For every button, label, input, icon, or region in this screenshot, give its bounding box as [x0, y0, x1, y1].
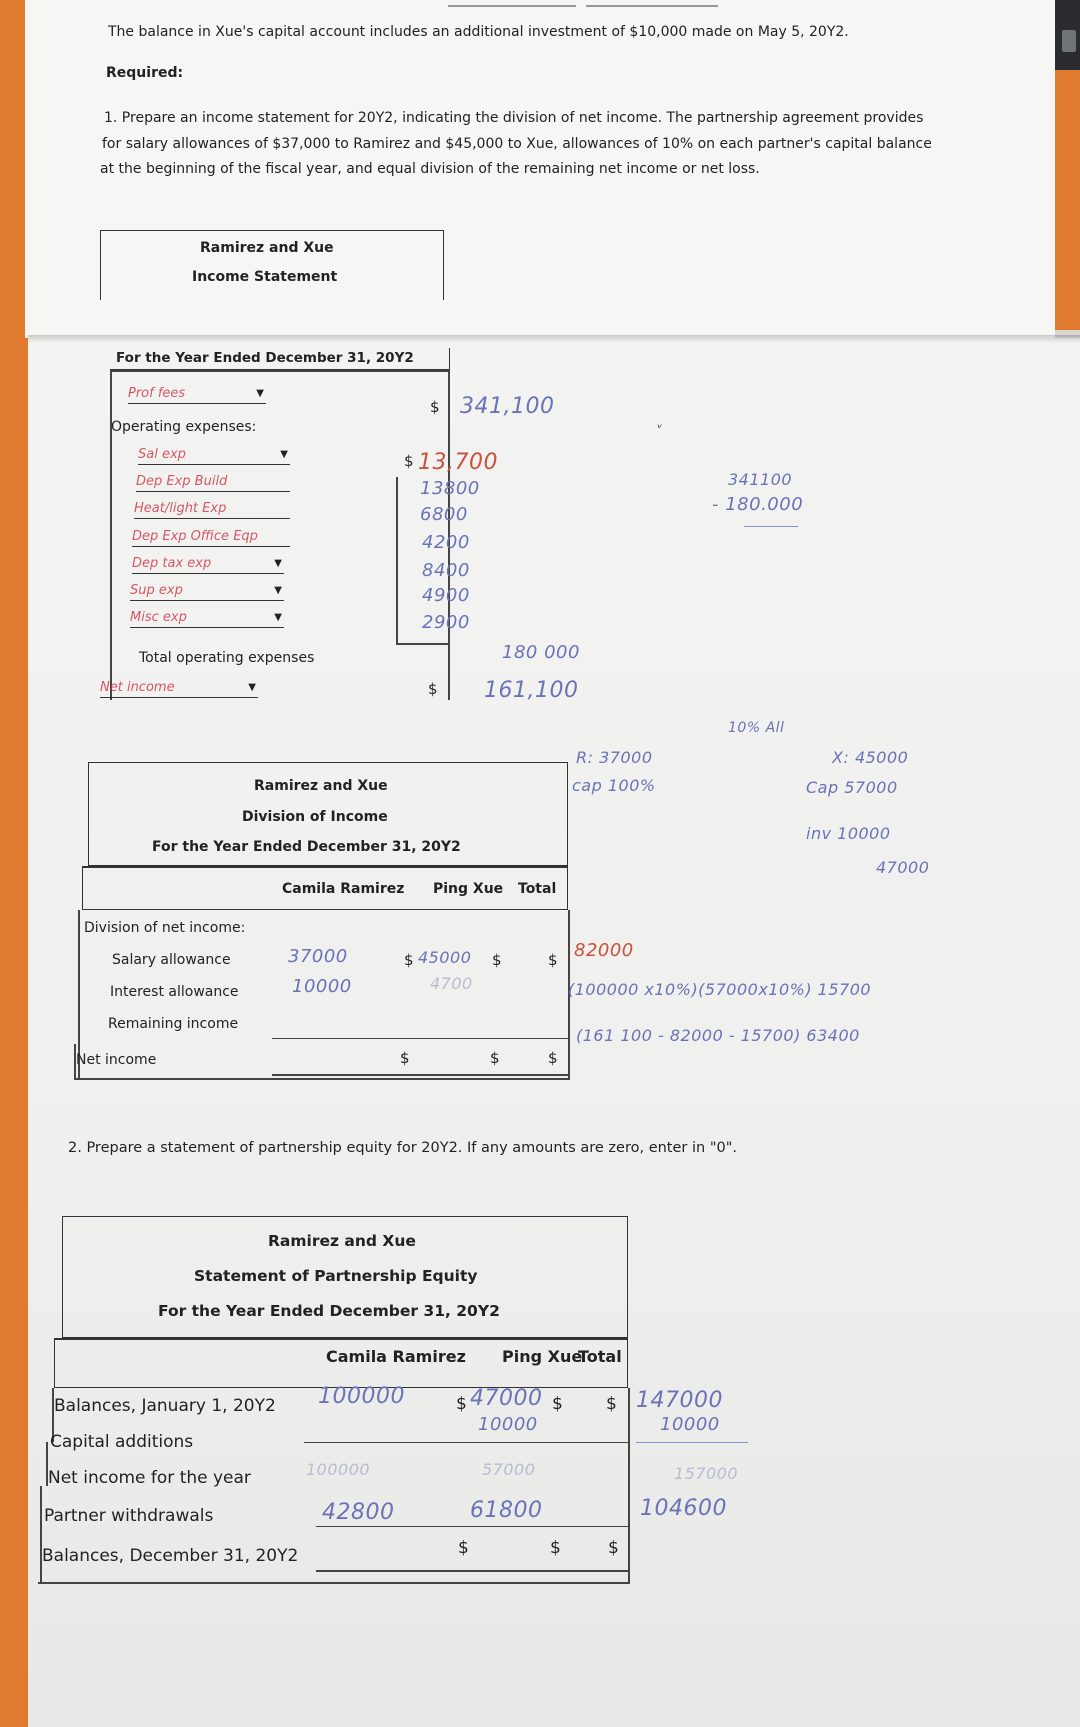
hand-x-capital: Cap 57000 — [806, 778, 898, 797]
requirement-1-line-2: for salary allowances of $37,000 to Ramirez and $45,000 to Xue, allowances of 10% on each partner's capital balance — [102, 136, 932, 152]
expense-select-1-value: Sal exp — [138, 447, 186, 462]
chevron-down-icon: ▼ — [280, 449, 288, 460]
hand-calc-expenses: - 180.000 — [712, 494, 804, 515]
required-heading: Required: — [106, 65, 184, 81]
division-subtotal-rule — [272, 1038, 568, 1039]
hand-x-salary: X: 45000 — [832, 748, 909, 767]
division-row-interest: Interest allowance — [110, 984, 239, 1000]
hand-division-interest-calc: (100000 x10%)(57000x10%) 15700 — [568, 980, 872, 999]
equity-col-ramirez: Camila Ramirez — [326, 1347, 466, 1366]
division-total-rule — [272, 1074, 568, 1076]
chevron-down-icon: ▼ — [274, 612, 282, 623]
expense-select-7[interactable] — [130, 608, 284, 628]
equity-total-rule — [316, 1570, 628, 1572]
equity-dollar-6: $ — [608, 1538, 619, 1558]
division-row-remaining: Remaining income — [108, 1016, 239, 1032]
hand-expense-6: 4900 — [422, 585, 470, 606]
expense-select-2[interactable] — [136, 472, 290, 492]
net-income-select-value: Net income — [100, 680, 175, 695]
hand-division-remaining-calc: (161 100 - 82000 - 15700) 63400 — [576, 1026, 860, 1045]
equity-dollar-1: $ — [456, 1394, 467, 1414]
requirement-1-line-3: at the beginning of the fiscal year, and equal division of the remaining net income or net loss. — [100, 161, 760, 177]
revenue-dollar: $ — [430, 398, 440, 416]
equity-col-xue: Ping Xue — [502, 1347, 583, 1366]
division-dollar-4: $ — [400, 1049, 410, 1067]
operating-expenses-label: Operating expenses: — [111, 419, 257, 435]
hand-r-salary: R: 37000 — [576, 748, 653, 767]
expense-select-2-value: Dep Exp Build — [136, 474, 228, 489]
expenses-dollar: $ — [404, 452, 414, 470]
expense-select-6-value: Sup exp — [130, 583, 183, 598]
paper-fold-shadow — [28, 335, 1080, 343]
chevron-down-icon: ▼ — [256, 388, 264, 399]
hand-expense-7: 2900 — [422, 612, 470, 633]
income-statement-title: Income Statement — [192, 269, 338, 285]
hand-equity-total-withdrawals: 104600 — [640, 1496, 727, 1521]
top-rule-1 — [448, 5, 576, 7]
hand-equity-x-jan: 47000 — [470, 1386, 543, 1411]
hand-expense-3: 6800 — [420, 504, 468, 525]
hand-equity-x-withdrawals: 61800 — [470, 1498, 543, 1523]
expense-select-3[interactable] — [134, 499, 290, 519]
division-bottom-border — [74, 1078, 570, 1080]
expense-select-4-value: Dep Exp Office Eqp — [132, 529, 258, 544]
equity-bottom-border — [38, 1582, 630, 1584]
revenue-select-value: Prof fees — [128, 386, 186, 401]
equity-dollar-2: $ — [552, 1394, 563, 1414]
hand-division-total-salary: 82000 — [574, 940, 634, 961]
chevron-down-icon: ▼ — [274, 585, 282, 596]
hand-equity-total-additions: 10000 — [660, 1414, 720, 1435]
hand-division-r-interest: 10000 — [292, 976, 352, 997]
expense-select-4[interactable] — [132, 527, 290, 547]
equity-company: Ramirez and Xue — [268, 1232, 416, 1250]
equity-row-dec-balance: Balances, December 31, 20Y2 — [42, 1546, 299, 1566]
hand-division-r-salary: 37000 — [288, 946, 348, 967]
division-col-total: Total — [518, 881, 557, 897]
requirement-1-line-1: 1. Prepare an income statement for 20Y2, indicating the division of net income. The partnership agreement provides — [104, 110, 924, 126]
hand-division-x-salary: 45000 — [418, 948, 472, 967]
hand-equity-r-withdrawals: 42800 — [322, 1500, 395, 1525]
hand-equity-underline — [636, 1442, 748, 1443]
hand-equity-faint-2: 57000 — [482, 1460, 536, 1479]
division-dollar-3: $ — [548, 951, 558, 969]
intro-line: The balance in Xue's capital account includes an additional investment of $10,000 made on May 5, 20Y2. — [108, 24, 849, 40]
total-operating-label: Total operating expenses — [139, 650, 315, 666]
division-section-label: Division of net income: — [84, 920, 246, 936]
expense-select-7-value: Misc exp — [130, 610, 187, 625]
equity-col-total: Total — [578, 1347, 622, 1366]
division-dollar-2: $ — [492, 951, 502, 969]
equity-period: For the Year Ended December 31, 20Y2 — [158, 1302, 500, 1320]
hand-x-investment: inv 10000 — [806, 824, 891, 843]
hand-net-income: 161,100 — [484, 678, 579, 703]
hand-division-x-interest: 4700 — [430, 974, 473, 993]
division-col-ramirez: Camila Ramirez — [282, 881, 405, 897]
hand-equity-total-jan: 147000 — [636, 1388, 723, 1413]
income-statement-company: Ramirez and Xue — [200, 240, 334, 256]
hand-calc-revenue: 341100 — [728, 470, 793, 489]
hand-equity-r-jan: 100000 — [318, 1384, 405, 1409]
equity-row-capital-additions: Capital additions — [50, 1432, 194, 1452]
hand-calc-underline — [744, 526, 798, 527]
hand-percent-note: 10% All — [728, 720, 785, 736]
net-income-select[interactable] — [100, 678, 258, 698]
equity-title: Statement of Partnership Equity — [194, 1267, 478, 1285]
division-company: Ramirez and Xue — [254, 778, 388, 794]
division-title: Division of Income — [242, 809, 388, 825]
net-income-dollar: $ — [428, 680, 438, 698]
equity-right-border — [628, 1388, 630, 1582]
hand-equity-x-additions: 10000 — [478, 1414, 538, 1435]
expense-total-rule — [396, 643, 448, 645]
expense-select-5[interactable] — [132, 554, 284, 574]
division-row-salary: Salary allowance — [112, 952, 231, 968]
equity-row-net-income: Net income for the year — [48, 1468, 251, 1488]
hand-equity-faint-3: 157000 — [674, 1464, 739, 1483]
expense-select-1[interactable] — [138, 445, 290, 465]
division-dollar-5: $ — [490, 1049, 500, 1067]
equity-row-withdrawals: Partner withdrawals — [44, 1506, 214, 1526]
requirement-2: 2. Prepare a statement of partnership equity for 20Y2. If any amounts are zero, enter in "0". — [68, 1140, 737, 1156]
equity-dollar-5: $ — [550, 1538, 561, 1558]
hand-r-capital: cap 100% — [572, 776, 656, 795]
equity-dollar-3: $ — [606, 1394, 617, 1414]
hand-revenue: 341,100 — [460, 394, 555, 419]
expense-select-3-value: Heat/light Exp — [134, 501, 227, 516]
top-rule-2 — [586, 5, 718, 7]
chevron-down-icon: ▼ — [248, 682, 256, 693]
hand-expense-1: 13,700 — [418, 450, 498, 475]
hand-expense-5: 8400 — [422, 560, 470, 581]
hand-x-total: 47000 — [876, 858, 930, 877]
hand-expense-2: 13800 — [420, 478, 480, 499]
period-underline — [110, 370, 450, 372]
hand-tick-mark: ˅ — [654, 424, 662, 440]
expense-column-rule — [396, 477, 398, 643]
division-col-xue: Ping Xue — [433, 881, 504, 897]
equity-rule-1 — [304, 1442, 628, 1443]
division-dollar-6: $ — [548, 1049, 558, 1067]
device-button — [1062, 30, 1076, 52]
equity-left-border-3 — [40, 1486, 42, 1584]
expense-select-5-value: Dep tax exp — [132, 556, 212, 571]
equity-rule-2 — [316, 1526, 628, 1527]
division-net-income-label: Net income — [76, 1052, 157, 1068]
expense-select-6[interactable] — [130, 581, 284, 601]
division-dollar-1: $ — [404, 951, 414, 969]
equity-dollar-4: $ — [458, 1538, 469, 1558]
income-statement-period: For the Year Ended December 31, 20Y2 — [116, 350, 414, 366]
chevron-down-icon: ▼ — [274, 558, 282, 569]
equity-row-jan-balance: Balances, January 1, 20Y2 — [54, 1396, 276, 1416]
hand-total-expenses: 180 000 — [502, 642, 580, 663]
revenue-select[interactable] — [128, 384, 266, 404]
hand-expense-4: 4200 — [422, 532, 470, 553]
division-period: For the Year Ended December 31, 20Y2 — [152, 839, 461, 855]
hand-equity-faint-1: 100000 — [306, 1460, 371, 1479]
